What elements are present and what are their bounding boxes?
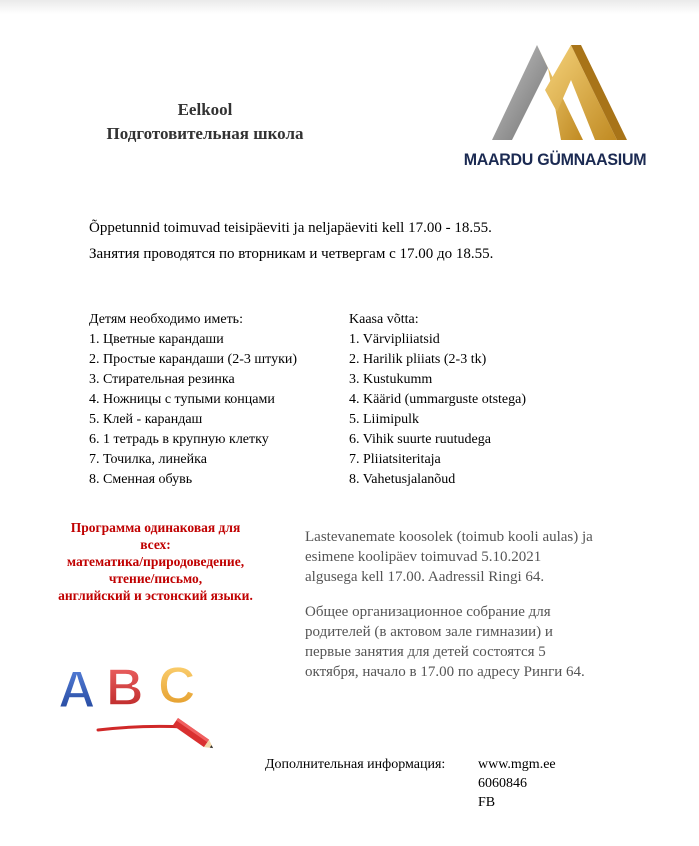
meeting-line: Lastevanemate koosolek (toimub kooli aulas) ja: [305, 529, 593, 545]
contact-social: FB: [478, 795, 496, 810]
logo-mountains-icon: [455, 40, 655, 150]
letter-b: B: [106, 659, 144, 717]
meeting-line: родителей (в актовом зале гимназии) и: [305, 624, 553, 640]
program-line: всех:: [140, 537, 171, 552]
letter-a: A: [58, 661, 96, 719]
abc-illustration: [50, 655, 230, 750]
meeting-line: Общее организационное собрание для: [305, 604, 551, 620]
meeting-note-et: [305, 527, 665, 587]
list-item: 5. Клей - карандаш: [89, 412, 203, 427]
meeting-line: октября, начало в 17.00 по адресу Ринги 64.: [305, 664, 585, 680]
logo-text: MAARDU GÜMNAASIUM: [463, 150, 647, 169]
list-item: 4. Ножницы с тупыми концами: [89, 392, 275, 407]
abc-pencil-icon: [50, 655, 230, 750]
school-logo: [455, 40, 655, 190]
list-item: 4. Käärid (ummarguste otstega): [349, 392, 527, 407]
program-line: математика/природоведение,: [66, 554, 245, 569]
meeting-line: algusega kell 17.00. Aadressil Ringi 64.: [305, 569, 545, 585]
meeting-line: первые занятия для детей состоятся 5: [305, 644, 546, 660]
program-note: [28, 519, 283, 604]
contact-label: Дополнительная информация:: [265, 757, 446, 772]
letter-c: C: [158, 657, 196, 715]
page-title: [60, 98, 350, 146]
title-line-2: Подготовительная школа: [106, 124, 304, 143]
supplies-list-et: [349, 310, 526, 490]
list-item: 7. Pliiatsiteritaja: [349, 452, 441, 467]
supplies-heading-ru: Детям необходимо иметь:: [89, 312, 243, 327]
list-item: 1. Värvipliiatsid: [349, 332, 440, 347]
program-line: Программа одинаковая для: [70, 520, 241, 535]
contact-phone: 6060846: [478, 776, 527, 791]
list-item: 2. Harilik pliiats (2-3 tk): [349, 352, 487, 367]
contact-details: [478, 755, 556, 812]
supplies-heading-et: Kaasa võtta:: [349, 312, 419, 327]
title-line-1: Eelkool: [177, 100, 233, 119]
list-item: 3. Стирательная резинка: [89, 372, 235, 387]
top-shadow: [0, 0, 699, 14]
list-item: 8. Сменная обувь: [89, 472, 193, 487]
meeting-note-ru: [305, 602, 665, 682]
meeting-line: esimene koolipäev toimuvad 5.10.2021: [305, 549, 542, 565]
program-line: английский и эстонский языки.: [58, 588, 253, 603]
contact-website: www.mgm.ee: [478, 757, 556, 772]
list-item: 1. Цветные карандаши: [89, 332, 224, 347]
program-line: чтение/письмо,: [108, 571, 203, 586]
intro-et: Õppetunnid toimuvad teisipäeviti ja neljapäeviti kell 17.00 - 18.55.: [89, 220, 492, 236]
list-item: 3. Kustukumm: [349, 372, 433, 387]
list-item: 6. Vihik suurte ruutudega: [349, 432, 491, 447]
list-item: 2. Простые карандаши (2-3 штуки): [89, 352, 298, 367]
list-item: 5. Liimipulk: [349, 412, 419, 427]
intro-ru: Занятия проводятся по вторникам и четвергам с 17.00 до 18.55.: [89, 246, 494, 262]
list-item: 6. 1 тетрадь в крупную клетку: [89, 432, 269, 447]
list-item: 8. Vahetusjalanõud: [349, 472, 456, 487]
list-item: 7. Точилка, линейка: [89, 452, 207, 467]
supplies-list-ru: [89, 310, 297, 490]
